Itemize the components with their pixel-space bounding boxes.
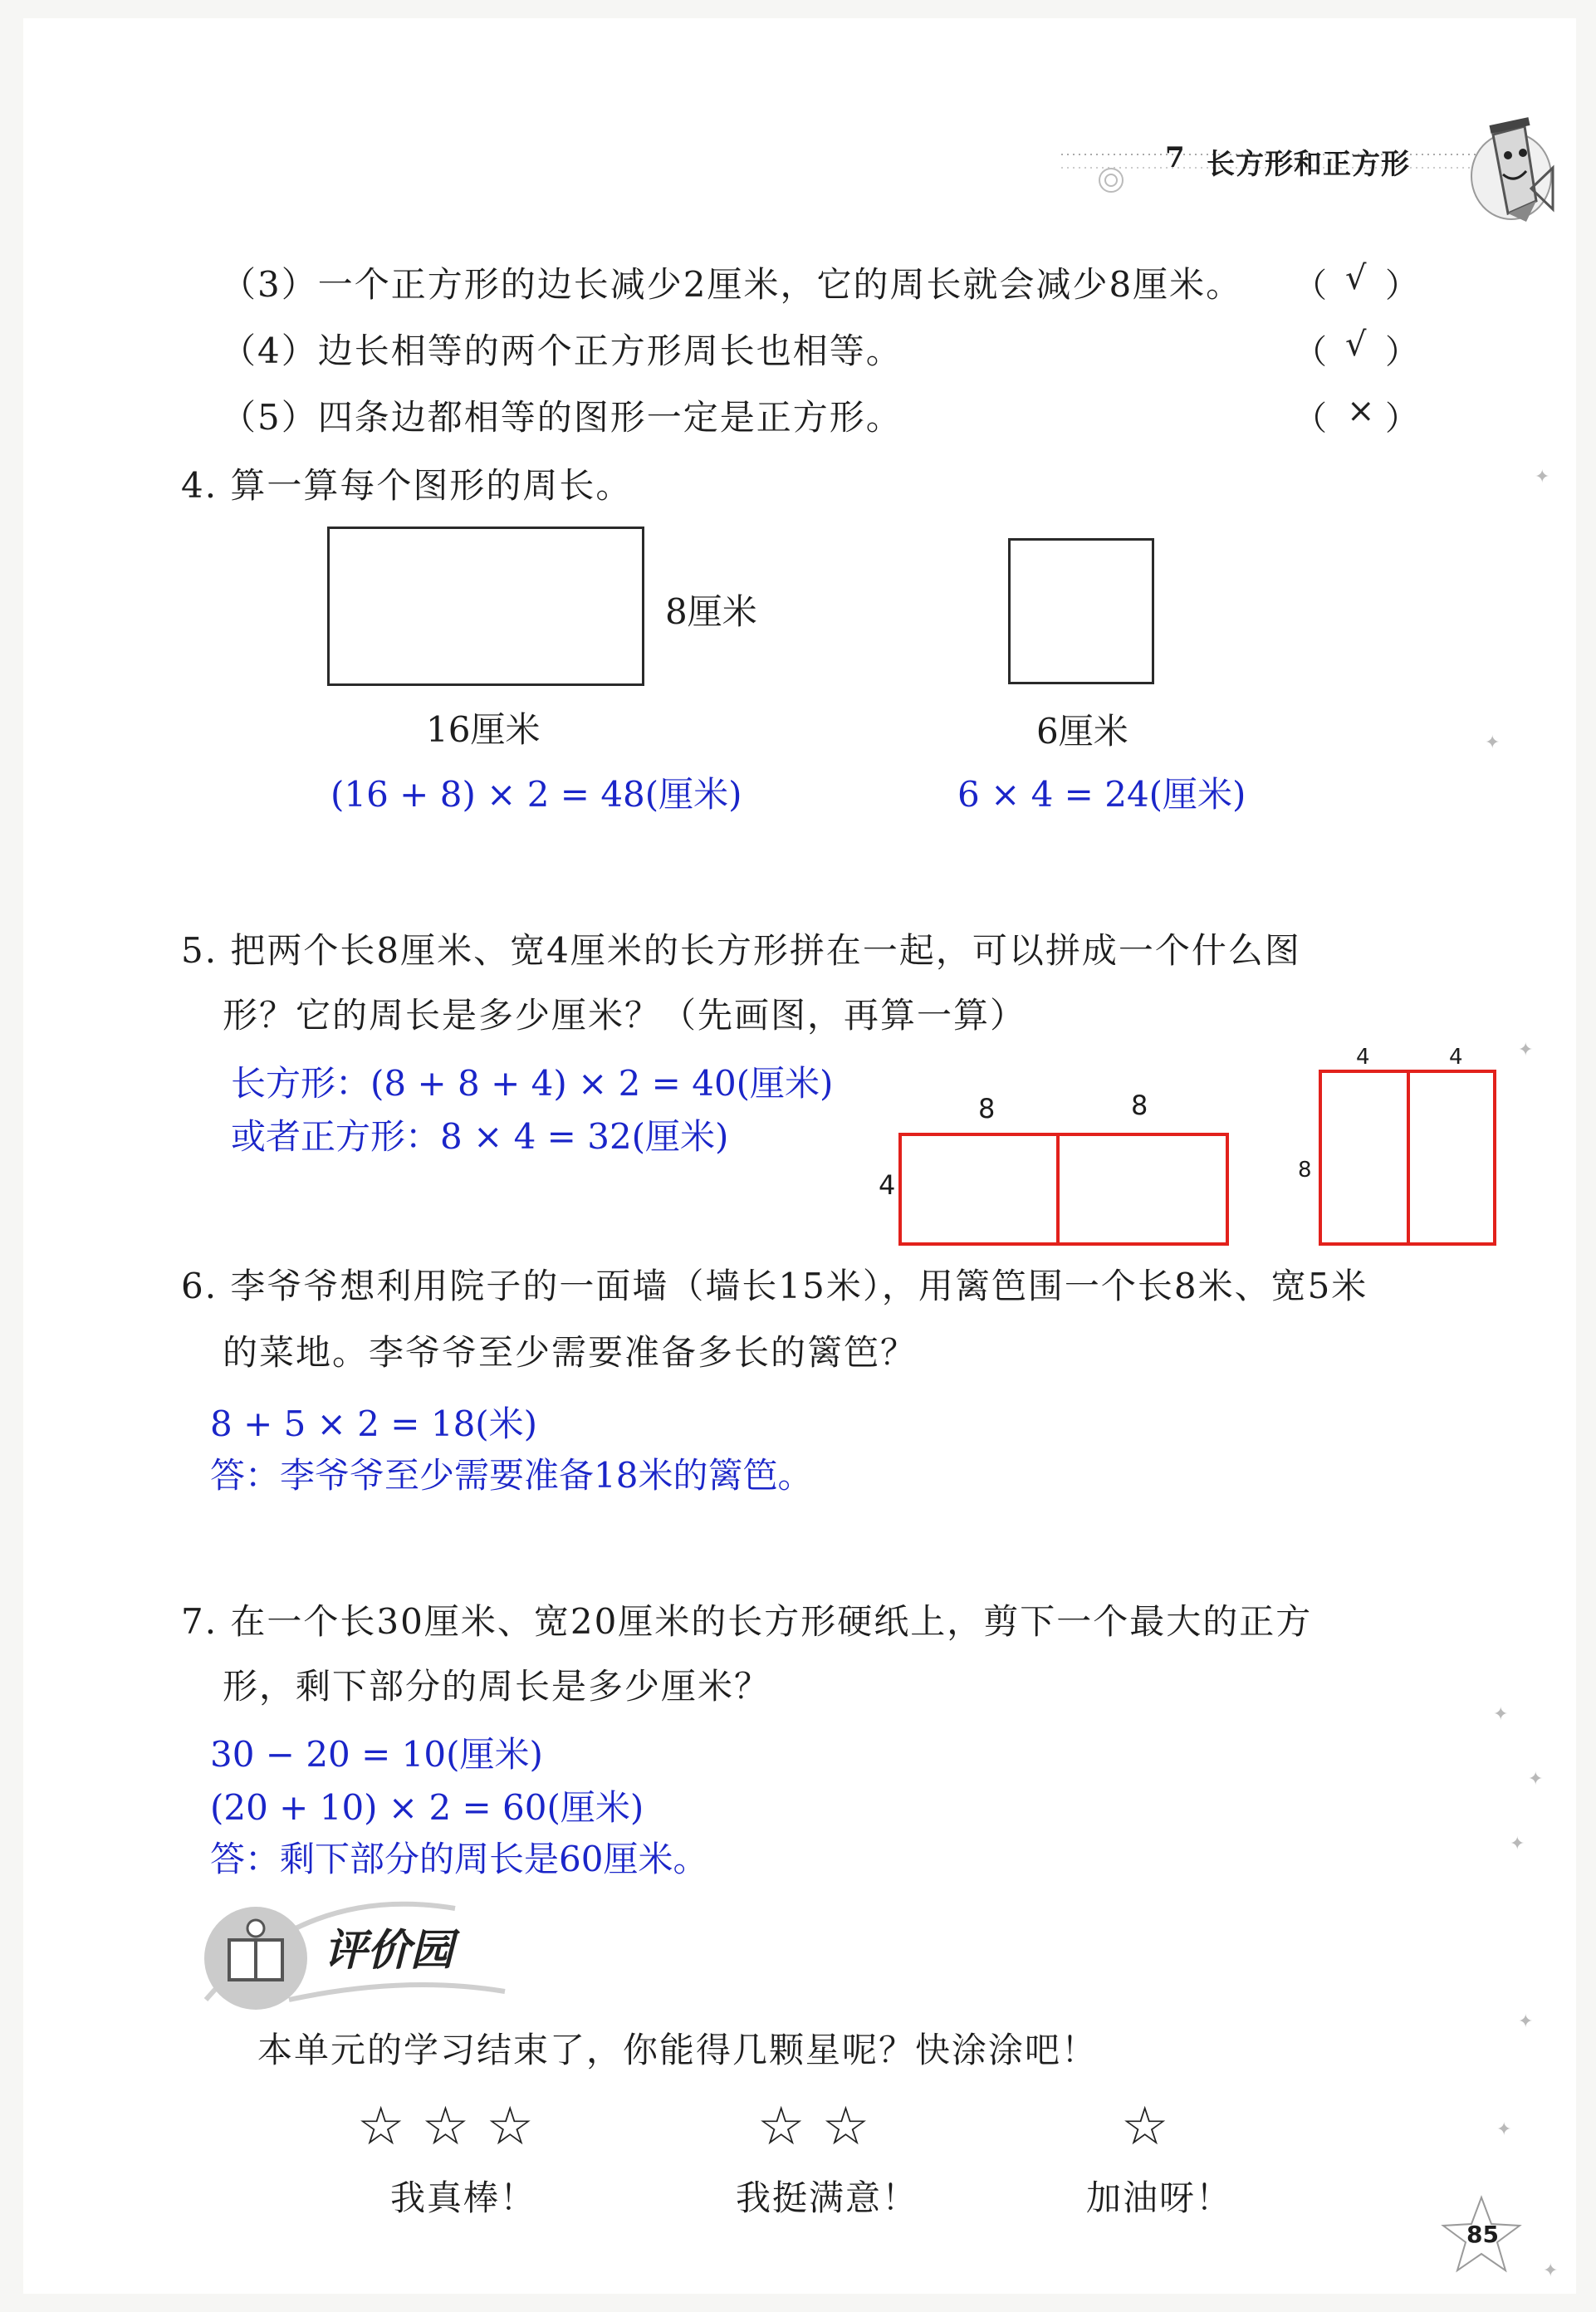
q5-answer-2: 或者正方形：8 × 4 = 32(厘米) bbox=[231, 1116, 729, 1157]
judge-3-paren-open: （ bbox=[1294, 267, 1327, 305]
pencil-mascot-icon bbox=[1460, 110, 1559, 226]
q4-rect-height-label: 8厘米 bbox=[665, 591, 757, 632]
q5-fig1-label-top-left: 8 bbox=[978, 1093, 996, 1124]
q4-answer-square: 6 × 4 = 24(厘米) bbox=[957, 774, 1246, 815]
judge-item-3: （3）一个正方形的边长减少2厘米，它的周长就会减少8厘米。 bbox=[221, 264, 1243, 305]
q4-answer-rectangle: (16 + 8) × 2 = 48(厘米) bbox=[330, 774, 742, 815]
q6-answer-2: 答：李爷爷至少需要准备18米的篱笆。 bbox=[210, 1455, 813, 1496]
judge-4-paren-open: （ bbox=[1294, 333, 1327, 371]
chapter-title: 长方形和正方形 bbox=[1207, 148, 1410, 181]
rating-three-label: 我真棒！ bbox=[390, 2177, 537, 2218]
q5-fig1-label-side: 4 bbox=[879, 1169, 896, 1201]
q5-fig2-rect-left bbox=[1319, 1070, 1410, 1246]
rating-one-star-icon[interactable]: ☆ bbox=[1121, 2096, 1169, 2158]
q5-fig2-rect-right bbox=[1407, 1070, 1496, 1246]
decorative-star-icon: ✦ bbox=[1485, 732, 1501, 753]
q6-line-1: 6. 李爷爷想利用院子的一面墙（墙长15米），用篱笆围一个长8米、宽5米 bbox=[181, 1266, 1368, 1306]
q7-answer-1: 30 − 20 = 10(厘米) bbox=[210, 1734, 543, 1775]
q5-fig1-rect-left bbox=[898, 1133, 1060, 1246]
q5-fig2-label-top-left: 4 bbox=[1356, 1045, 1370, 1070]
judge-4-answer[interactable]: √ bbox=[1345, 326, 1367, 364]
rating-three-stars-icon[interactable]: ☆ ☆ ☆ bbox=[357, 2096, 534, 2158]
q5-line-1: 5. 把两个长8厘米、宽4厘米的长方形拼在一起，可以拼成一个什么图 bbox=[181, 930, 1301, 971]
q5-fig1-rect-right bbox=[1056, 1133, 1229, 1246]
decorative-star-icon: ✦ bbox=[1493, 1704, 1509, 1725]
evaluation-prompt: 本单元的学习结束了，你能得几颗星呢？快涂涂吧！ bbox=[257, 2030, 1099, 2070]
decorative-star-icon: ✦ bbox=[1518, 2011, 1534, 2032]
decorative-star-icon: ✦ bbox=[1535, 467, 1550, 487]
q7-answer-3: 答：剩下部分的周长是60厘米。 bbox=[210, 1839, 708, 1879]
q5-fig1-label-top-right: 8 bbox=[1131, 1090, 1148, 1121]
q5-line-2: 形？它的周长是多少厘米？（先画图，再算一算） bbox=[223, 995, 1027, 1036]
decorative-star-icon: ✦ bbox=[1518, 1040, 1534, 1060]
decorative-star-icon: ✦ bbox=[1528, 1769, 1544, 1790]
q4-square bbox=[1008, 538, 1154, 684]
judge-5-paren-close: ） bbox=[1385, 399, 1418, 438]
q5-answer-1: 长方形：(8 + 8 + 4) × 2 = 40(厘米) bbox=[231, 1063, 834, 1104]
q4-rectangle bbox=[327, 527, 644, 686]
q7-line-2: 形，剩下部分的周长是多少厘米？ bbox=[223, 1666, 771, 1707]
decorative-star-icon: ✦ bbox=[1543, 2261, 1559, 2281]
judge-4-paren-close: ） bbox=[1385, 333, 1418, 371]
judge-3-answer[interactable]: √ bbox=[1345, 259, 1367, 297]
evaluation-title: 评价园 bbox=[324, 1925, 454, 1976]
judge-item-4: （4）边长相等的两个正方形周长也相等。 bbox=[221, 331, 903, 371]
judge-5-answer[interactable]: × bbox=[1347, 392, 1375, 430]
page-number: 85 bbox=[1466, 2221, 1499, 2248]
spiral-ornament-icon bbox=[1094, 164, 1128, 197]
judge-5-paren-open: （ bbox=[1294, 399, 1327, 438]
q7-line-1: 7. 在一个长30厘米、宽20厘米的长方形硬纸上，剪下一个最大的正方 bbox=[181, 1601, 1313, 1642]
q6-line-2: 的菜地。李爷爷至少需要准备多长的篱笆？ bbox=[223, 1332, 918, 1373]
judge-3-paren-close: ） bbox=[1385, 267, 1418, 305]
decorative-star-icon: ✦ bbox=[1496, 2119, 1512, 2140]
q7-answer-2: (20 + 10) × 2 = 60(厘米) bbox=[210, 1787, 644, 1828]
q4-title: 4. 算一算每个图形的周长。 bbox=[181, 465, 633, 506]
rating-two-label: 我挺满意！ bbox=[736, 2177, 919, 2218]
rating-two-stars-icon[interactable]: ☆ ☆ bbox=[757, 2096, 870, 2158]
q5-fig2-label-side: 8 bbox=[1298, 1158, 1312, 1183]
q4-square-side-label: 6厘米 bbox=[1036, 711, 1128, 752]
judge-item-5: （5）四条边都相等的图形一定是正方形。 bbox=[221, 397, 903, 438]
q6-answer-1: 8 + 5 × 2 = 18(米) bbox=[210, 1403, 538, 1444]
workbook-page bbox=[23, 18, 1576, 2294]
decorative-star-icon: ✦ bbox=[1510, 1834, 1525, 1854]
rating-one-label: 加油呀！ bbox=[1086, 2177, 1233, 2218]
chapter-number: 7 bbox=[1165, 141, 1185, 174]
q4-rect-width-label: 16厘米 bbox=[426, 709, 541, 750]
q5-fig2-label-top-right: 4 bbox=[1449, 1045, 1463, 1070]
